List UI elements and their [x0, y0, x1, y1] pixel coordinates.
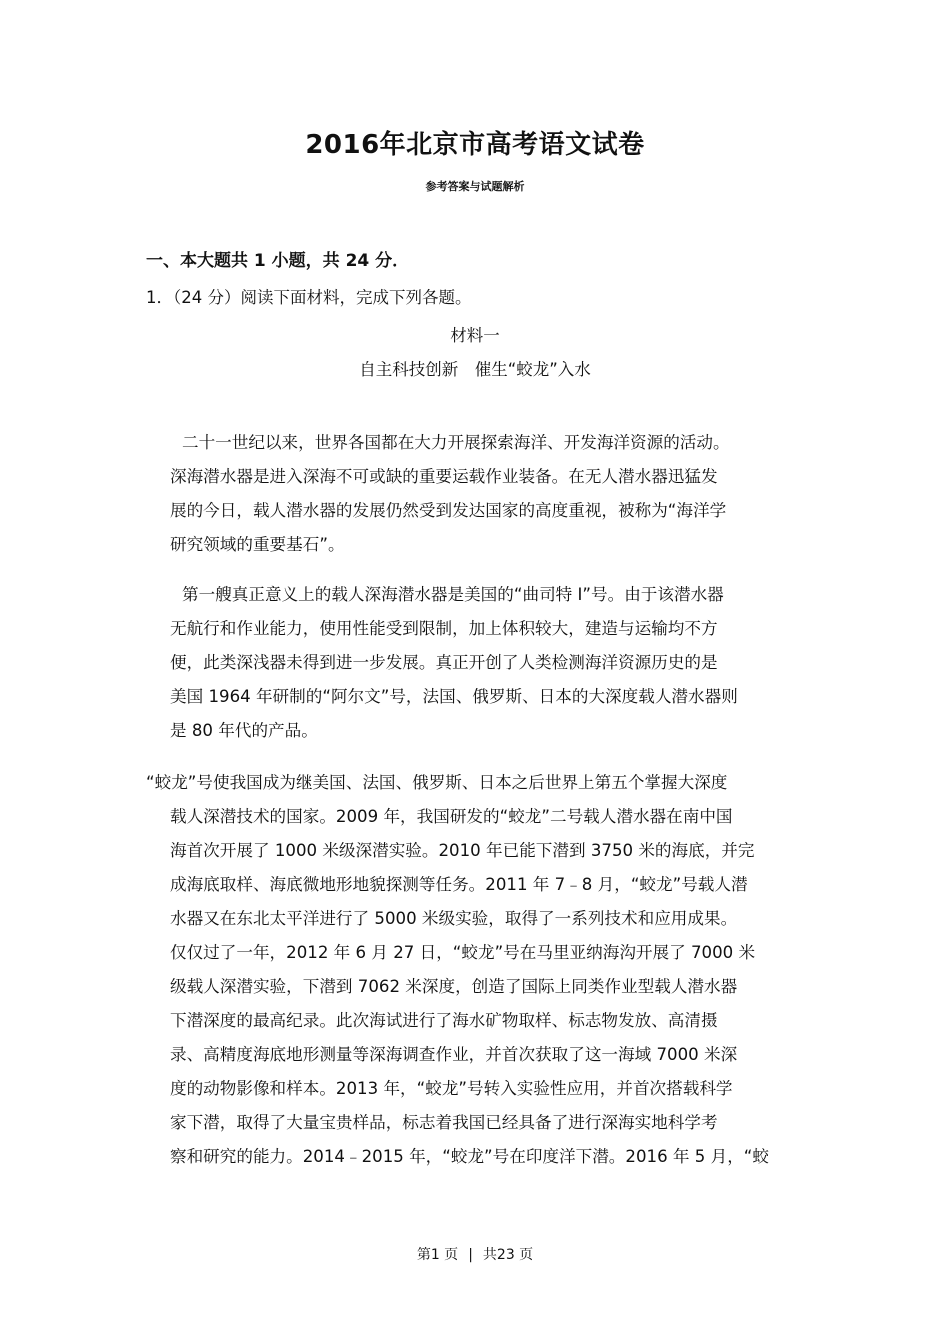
paragraph-line: 美国 1964 年研制的“阿尔文”号，法国、俄罗斯、日本的大深度载人潜水器则 — [170, 687, 738, 706]
page-total: 共23 页 — [482, 1247, 534, 1263]
paragraph-line: 无航行和作业能力，使用性能受到限制，加上体积较大，建造与运输均不方 — [170, 619, 718, 638]
paragraph-line: 第一艘真正意义上的载人深海潜水器是美国的“曲司特 I”号。由于该潜水器 — [182, 585, 724, 604]
section-heading: 一、本大题共 1 小题，共 24 分． — [146, 251, 410, 271]
paragraph-line: 二十一世纪以来，世界各国都在大力开展探索海洋、开发海洋资源的活动。 — [182, 433, 730, 452]
paragraph-line: 级载人深潜实验，下潜到 7062 米深度，创造了国际上同类作业型载人潜水器 — [170, 977, 738, 996]
paragraph-2 — [146, 578, 812, 748]
paragraph-line: 水器又在东北太平洋进行了 5000 米级实验，取得了一系列技术和应用成果。 — [170, 909, 738, 928]
paragraph-line: “蛟龙”号使我国成为继美国、法国、俄罗斯、日本之后世界上第五个掌握大深度 — [146, 773, 728, 792]
paragraph-3 — [146, 766, 812, 1174]
footer-separator: | — [468, 1247, 473, 1263]
page-title: 2016年北京市高考语文试卷 — [305, 130, 645, 160]
paragraph-1 — [146, 426, 812, 562]
paragraph-line: 展的今日，载人潜水器的发展仍然受到发达国家的高度重视，被称为“海洋学 — [170, 501, 727, 520]
paragraph-line: 度的动物影像和样本。2013 年，“蛟龙”号转入实验性应用，并首次搭载科学 — [170, 1079, 733, 1098]
material-label: 材料一 — [450, 326, 500, 345]
paragraph-line: 察和研究的能力。2014﹣2015 年，“蛟龙”号在印度洋下潜。2016 年 5 月，“蛟 — [170, 1147, 769, 1166]
paragraph-line: 载人深潜技术的国家。2009 年，我国研发的“蛟龙”二号载人潜水器在南中国 — [170, 807, 733, 826]
paragraph-line: 深海潜水器是进入深海不可或缺的重要运载作业装备。在无人潜水器迅猛发 — [170, 467, 718, 486]
paragraph-line: 成海底取样、海底微地形地貌探测等任务。2011 年 7﹣8 月，“蛟龙”号载人潜 — [170, 875, 748, 894]
paragraph-line: 研究领域的重要基石”。 — [170, 535, 345, 554]
page-subtitle: 参考答案与试题解析 — [425, 180, 525, 193]
material-title: 自主科技创新 催生“蛟龙”入水 — [359, 360, 591, 379]
paragraph-line: 下潜深度的最高纪录。此次海试进行了海水矿物取样、标志物发放、高清摄 — [170, 1011, 718, 1030]
paragraph-line: 录、高精度海底地形测量等深海调查作业，并首次获取了这一海域 7000 米深 — [170, 1045, 738, 1064]
paragraph-line: 海首次开展了 1000 米级深潜实验。2010 年已能下潜到 3750 米的海底，并完 — [170, 841, 755, 860]
page-footer — [0, 1244, 950, 1264]
paragraph-line: 家下潜，取得了大量宝贵样品，标志着我国已经具备了进行深海实地科学考 — [170, 1113, 718, 1132]
page-number: 第1 页 — [416, 1247, 459, 1263]
paragraph-line: 仅仅过了一年，2012 年 6 月 27 日，“蛟龙”号在马里亚纳海沟开展了 7000 米 — [170, 943, 756, 962]
paragraph-line: 是 80 年代的产品。 — [170, 721, 318, 740]
paragraph-line: 便，此类深浅器未得到进一步发展。真正开创了人类检测海洋资源历史的是 — [170, 653, 718, 672]
question-prompt: 1．（24 分）阅读下面材料，完成下列各题。 — [146, 288, 472, 307]
